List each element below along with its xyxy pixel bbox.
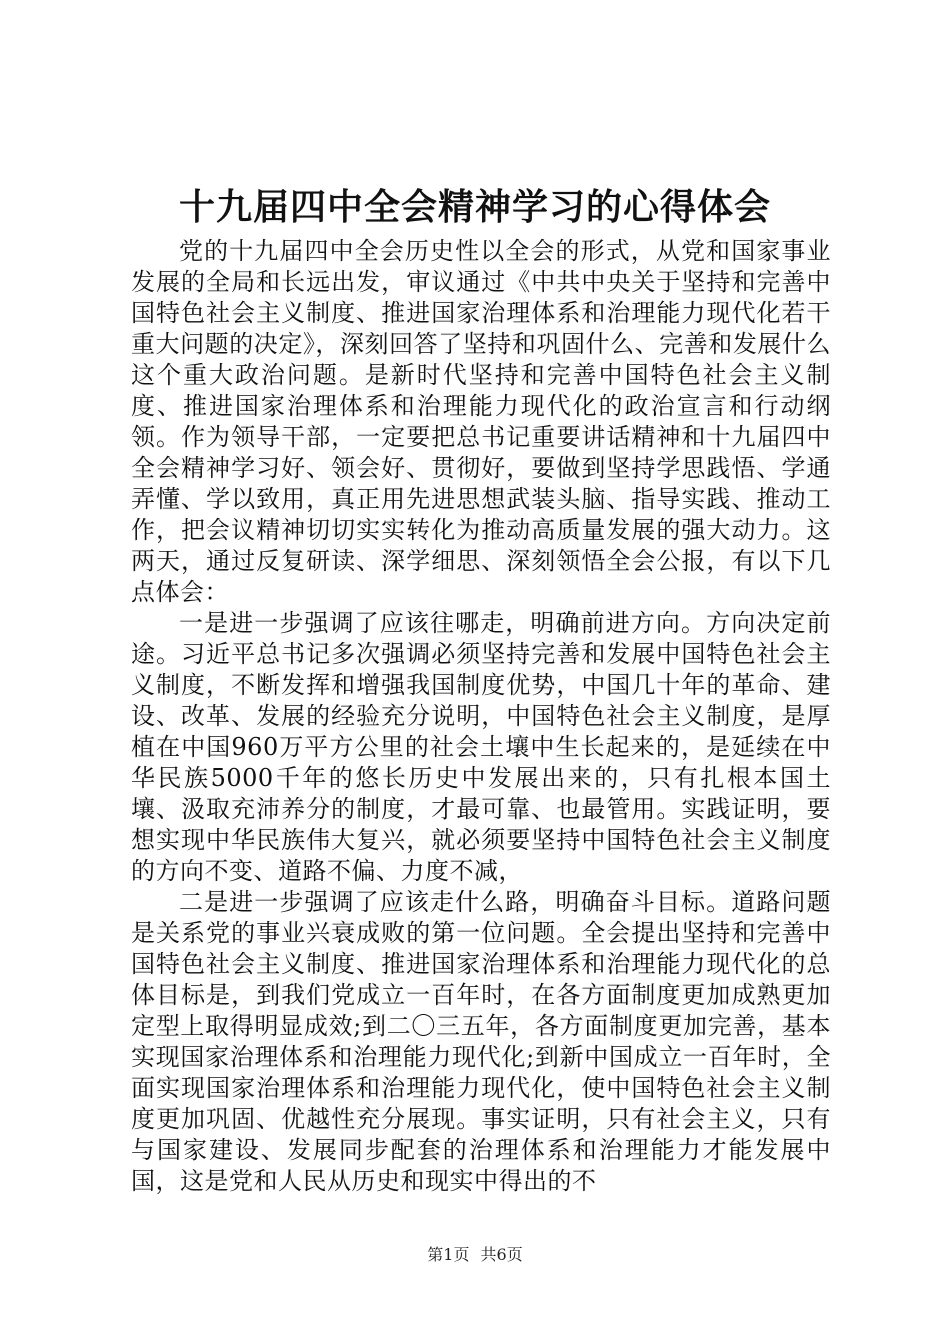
page-number-total: 共6页 [480,1245,523,1264]
document-body [131,236,831,1197]
page-number-current: 第1页 [427,1245,470,1264]
paragraph-intro: 党的十九届四中全会历史性以全会的形式，从党和国家事业发展的全局和长远出发，审议通过《中共中央关于坚持和完善中国特色社会主义制度、推进国家治理体系和治理能力现代化若干重大问题的决定》，深刻回答了坚持和巩固什么、完善和发展什么这个重大政治问题。是新时代坚持和完善中国特色社会主义制度、推进国家治理体系和治理能力现代化的政治宣言和行动纲领。作为领导干部，一定要把总书记重要讲话精神和十九届四中全会精神学习好、领会好、贯彻好，要做到坚持学思践悟、学通弄懂、学以致用，真正用先进思想武装头脑、指导实践、推动工作，把会议精神切切实实转化为推动高质量发展的强大动力。这两天，通过反复研读、深学细思、深刻领悟全会公报，有以下几点体会： [131,237,831,606]
page-footer [0,1244,950,1266]
paragraph-point-one: 一是进一步强调了应该往哪走，明确前进方向。方向决定前途。习近平总书记多次强调必须坚持完善和发展中国特色社会主义制度，不断发挥和增强我国制度优势，中国几十年的革命、建设、改革、发展的经验充分说明，中国特色社会主义制度，是厚植在中国960万平方公里的社会土壤中生长起来的，是延续在中华民族5000千年的悠长历史中发展出来的，只有扎根本国土壤、汲取充沛养分的制度，才最可靠、也最管用。实践证明，要想实现中华民族伟大复兴，就必须要坚持中国特色社会主义制度的方向不变、道路不偏、力度不减， [131,609,831,885]
document-title: 十九届四中全会精神学习的心得体会 [178,186,771,228]
paragraph-point-two: 二是进一步强调了应该走什么路，明确奋斗目标。道路问题是关系党的事业兴衰成败的第一位问题。全会提出坚持和完善中国特色社会主义制度、推进国家治理体系和治理能力现代化的总体目标是，到我们党成立一百年时，在各方面制度更加成熟更加定型上取得明显成效;到二〇三五年，各方面制度更加完善，基本实现国家治理体系和治理能力现代化;到新中国成立一百年时，全面实现国家治理体系和治理能力现代化，使中国特色社会主义制度更加巩固、优越性充分展现。事实证明，只有社会主义，只有与国家建设、发展同步配套的治理体系和治理能力才能发展中国，这是党和人民从历史和现实中得出的不 [131,888,831,1195]
